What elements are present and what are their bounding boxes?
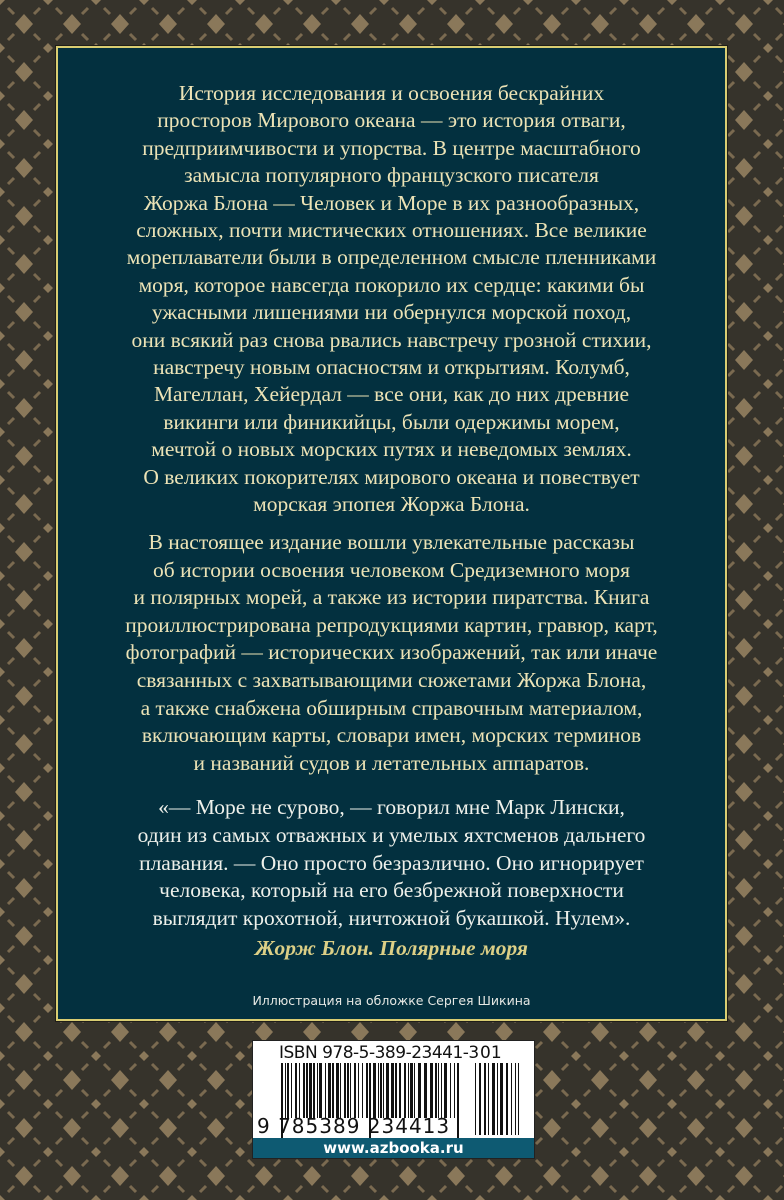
barcode-bar	[438, 1063, 439, 1118]
quote-line: один из самых отважных и умелых яхтсменов дальнего	[137, 822, 646, 847]
quote-attribution: Жорж Блон. Полярные моря	[255, 936, 528, 960]
barcode-bar	[386, 1063, 389, 1118]
publisher-url: www.azbooka.ru	[253, 1138, 534, 1158]
description-line: викинги или финикийцы, были одержимы морем,	[163, 409, 620, 434]
barcode-bar	[444, 1063, 447, 1118]
description-line: и полярных морей, а также из истории пиратства. Книга	[133, 585, 650, 610]
barcode-bar	[380, 1063, 382, 1118]
description-line: мореплаватели были в определенном смысле пленниками	[126, 245, 657, 270]
barcode-bar	[328, 1063, 331, 1118]
addon-bar	[511, 1063, 512, 1135]
text-panel	[56, 46, 727, 1021]
addon-bar	[518, 1063, 519, 1135]
description-line: проиллюстрирована репродукциями картин, гравюр, карт,	[125, 612, 658, 637]
description-line: связанных с захватывающими сюжетами Жоржа Блона,	[136, 668, 647, 692]
barcode-bar	[408, 1063, 409, 1118]
addon-bar	[479, 1063, 481, 1135]
barcode-bar	[340, 1063, 341, 1118]
barcode-bar	[309, 1063, 312, 1118]
description-line: а также снабжена обширным справочным материалом,	[140, 695, 643, 720]
quote-line: человека, который на его безбрежной поверхности	[159, 878, 624, 903]
barcode-bar	[299, 1063, 300, 1118]
barcode-bar	[441, 1063, 442, 1118]
isbn-barcode	[252, 1040, 535, 1159]
barcode-bar	[295, 1063, 297, 1118]
addon-bar	[488, 1063, 489, 1135]
barcode-bar	[457, 1063, 459, 1139]
barcode-bar	[303, 1063, 305, 1118]
barcode-bar	[287, 1063, 289, 1118]
description-line: они всякий раз снова рвались навстречу грозной стихии,	[131, 327, 652, 352]
barcode-bar	[354, 1063, 356, 1118]
quote-line: «— Море не сурово, — говорил мне Марк Лински,	[158, 795, 625, 819]
illustration-credit: Иллюстрация на обложке Сергея Шикина	[252, 993, 531, 1008]
description-line: просторов Мирового океана — это история отваги,	[157, 108, 626, 133]
barcode-bar	[430, 1063, 433, 1118]
description-line: сложных, почти мистических отношениях. Все великие	[136, 218, 647, 242]
addon-bar	[492, 1063, 495, 1135]
barcode-bar	[435, 1063, 437, 1118]
description-line: В настоящее издание вошли увлекательные рассказы	[148, 530, 635, 554]
barcode-bar	[319, 1063, 322, 1118]
description-line: История исследования и освоения бескрайних	[178, 81, 605, 105]
barcode-bar	[336, 1063, 339, 1118]
description-line: замысла популярного французского писателя	[184, 163, 599, 188]
isbn-addon: 01	[480, 1043, 502, 1063]
barcode-bar	[418, 1063, 421, 1118]
addon-bar	[515, 1063, 516, 1135]
barcode-bar	[454, 1063, 455, 1118]
barcode-bar	[366, 1063, 368, 1118]
barcode-bar	[399, 1063, 401, 1118]
barcode-bar	[391, 1063, 394, 1118]
addon-bar	[506, 1063, 508, 1135]
description-line: об истории освоения человеком Средиземного моря	[153, 557, 630, 582]
barcode-bar	[395, 1063, 397, 1118]
barcode-digits: 9 785389 234413	[257, 1114, 451, 1138]
barcode-bar	[450, 1063, 451, 1118]
barcode-bar	[350, 1063, 351, 1118]
barcode-bar	[358, 1063, 359, 1118]
description-line: моря, которое навсегда покорило их сердце: какими бы	[138, 272, 645, 297]
description-line: О великих покорителях мирового океана и повествует	[143, 464, 640, 489]
barcode-bar	[317, 1063, 318, 1118]
barcode-bar	[424, 1063, 427, 1118]
barcode-bar	[383, 1063, 384, 1118]
barcode-bar	[378, 1063, 379, 1118]
barcode-bar	[344, 1063, 346, 1118]
description-line: фотографий — исторических изображений, так или иначе	[125, 640, 658, 665]
addon-bar	[484, 1063, 486, 1135]
description-line: ужасными лишениями ни обернулся морской поход,	[151, 300, 632, 325]
barcode-bar	[414, 1063, 415, 1118]
barcode-bar	[410, 1063, 413, 1118]
addon-bar	[497, 1063, 498, 1135]
description-line: Магеллан, Хейердал — все они, как до них древние	[153, 382, 630, 407]
barcode-bar	[285, 1063, 286, 1118]
barcode-bar	[325, 1063, 326, 1118]
barcode-bar	[373, 1063, 376, 1118]
barcode-bar	[291, 1063, 292, 1118]
description-line: предприимчивости и упорства. В центре масштабного	[142, 135, 641, 160]
barcode-bar	[347, 1063, 349, 1118]
quote-line: выглядит крохотной, ничтожной букашкой. Нулем».	[152, 906, 631, 931]
description-line: включающим карты, словари имен, морских терминов	[141, 723, 642, 748]
quote-line: плавания. — Оно просто безразлично. Оно игнорирует	[139, 850, 644, 875]
isbn-number: ISBN 978-5-389-23441-3	[279, 1043, 479, 1063]
barcode-bar	[332, 1063, 334, 1118]
barcode-bar	[362, 1063, 363, 1118]
description-line: мечтой о новых морских путях и неведомых землях.	[151, 437, 632, 462]
description-line: и названий судов и летательных аппаратов.	[193, 750, 590, 775]
description-line: навстречу новым опасностям и открытиям. Колумб,	[153, 355, 630, 379]
description-line: Жоржа Блона — Человек и Море в их разнообразных,	[143, 190, 640, 215]
description-line: морская эпопея Жоржа Блона.	[253, 492, 530, 516]
addon-bar	[500, 1063, 503, 1135]
barcode-bar	[306, 1063, 308, 1118]
barcode-bar	[313, 1063, 315, 1118]
barcode-bar	[404, 1063, 406, 1118]
addon-bar	[475, 1063, 476, 1135]
